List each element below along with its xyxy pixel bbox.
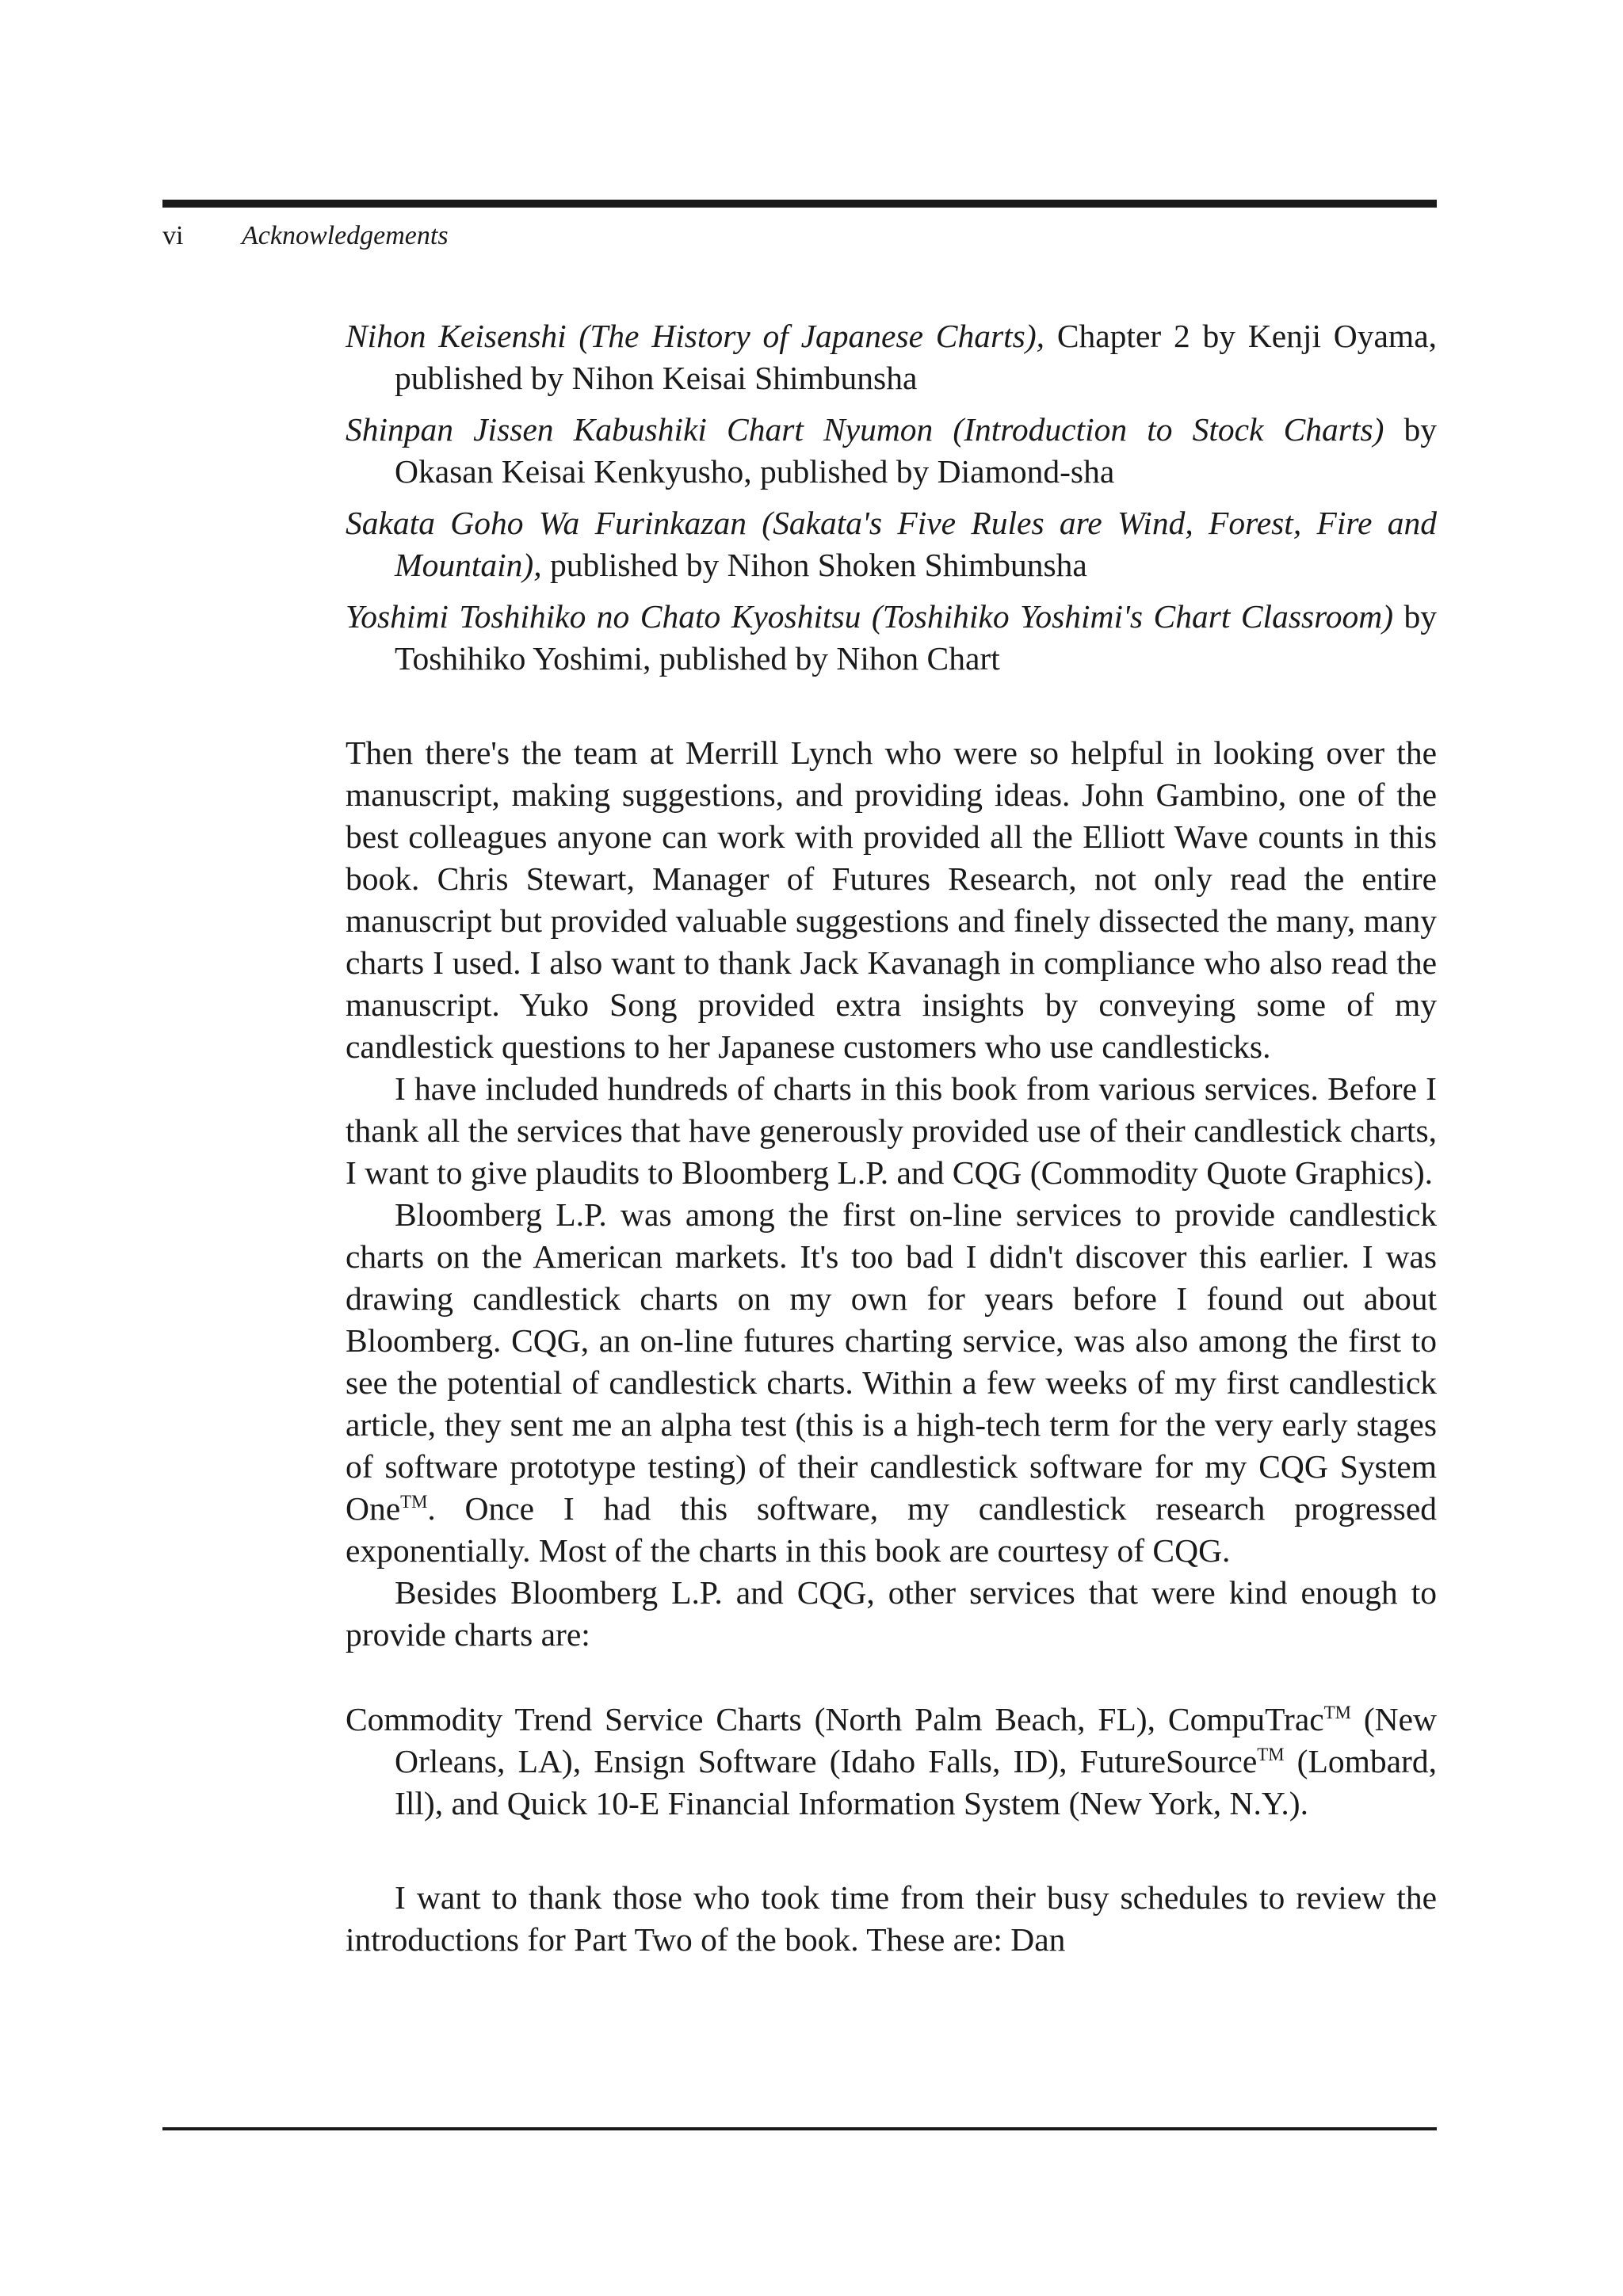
paragraph-other-services: Besides Bloomberg L.P. and CQG, other services that were kind enough to provide charts are: — [346, 1574, 1437, 1653]
reference-entry — [346, 315, 1437, 399]
page-number: vi — [162, 221, 184, 250]
paragraph-text: Bloomberg L.P. was among the first on-line services to provide candlestick charts on the American markets. It's too bad I didn't discover this earlier. I was drawing candlestick charts on my own for years before I found out about Bloomberg. CQG, an on-line futures charting service, was also among the first to see the potential of candlestick charts. Within a few weeks of my first candlestick article, they sent me an alpha test (this is a high-tech term for the very early stages of software prototype testing) of their candlestick software for my CQG System One — [346, 1196, 1437, 1527]
reference-title: Sakata Goho Wa Furinkazan (Sakata's Five Rules are Wind, Forest, Fire and Mountain), — [346, 505, 1437, 583]
paragraph-bloomberg-cqg — [346, 1194, 1437, 1572]
reference-detail: Chapter 2 by Kenji Oyama, published by Nihon Keisai Shimbunsha — [395, 318, 1437, 396]
trademark-mark: TM — [1323, 1703, 1351, 1723]
reference-detail: by Toshihiko Yoshimi, published by Nihon Chart — [395, 598, 1438, 677]
reference-title: Yoshimi Toshihiko no Chato Kyoshitsu (Toshihiko Yoshimi's Chart Classroom) — [346, 598, 1394, 635]
paragraph-text: . Once I had this software, my candlestick research progressed exponentially. Most of the charts in this book are courtesy of CQG. — [346, 1490, 1437, 1569]
reference-title: Nihon Keisenshi (The History of Japanese Charts), — [346, 318, 1045, 354]
running-head: Acknowledgements — [242, 221, 449, 250]
reference-entry — [346, 596, 1437, 680]
services-list — [346, 1699, 1437, 1825]
services-text: (New Orleans, LA), Ensign Software (Idaho Falls, ID), FutureSource — [395, 1701, 1437, 1779]
header-rule — [162, 200, 1437, 208]
paragraph-reviewers: I want to thank those who took time from their busy schedules to review the introductions for Part Two of the book. These are: Dan — [346, 1879, 1437, 1958]
services-text: Commodity Trend Service Charts (North Palm Beach, FL), CompuTrac — [346, 1701, 1324, 1737]
trademark-mark: TM — [400, 1492, 428, 1512]
services-text: (Lombard, Ill), and Quick 10-E Financial Information System (New York, N.Y.). — [395, 1743, 1437, 1821]
trademark-mark: TM — [1257, 1745, 1285, 1765]
reference-title: Shinpan Jissen Kabushiki Chart Nyumon (Introduction to Stock Charts) — [346, 411, 1384, 448]
page-body — [346, 315, 1437, 1961]
reference-detail: by Okasan Keisai Kenkyusho, published by Diamond-sha — [395, 411, 1437, 490]
paragraph-chart-services: I have included hundreds of charts in this book from various services. Before I thank all the services that have generously provided use of their candlestick charts, I want to give plaudits to Bloomberg L.P. and CQG (Commodity Quote Graphics). — [346, 1070, 1437, 1191]
running-header — [162, 220, 1437, 252]
footer-rule — [162, 2127, 1437, 2130]
reference-detail: published by Nihon Shoken Shimbunsha — [541, 547, 1087, 583]
reference-entry — [346, 502, 1437, 586]
paragraph-merrill-lynch-team: Then there's the team at Merrill Lynch who were so helpful in looking over the manuscript, making suggestions, and providing ideas. John Gambino, one of the best colleagues anyone can work with provided all the Elliott Wave counts in this book. Chris Stewart, Manager of Futures Research, not only read the entire manuscript but provided valuable suggestions and finely dissected the many, many charts I used. I also want to thank Jack Kavanagh in compliance who also read the manuscript. Yuko Song provided extra insights by conveying some of my candlestick questions to her Japanese customers who use candlesticks. — [346, 734, 1437, 1065]
reference-entry — [346, 409, 1437, 493]
